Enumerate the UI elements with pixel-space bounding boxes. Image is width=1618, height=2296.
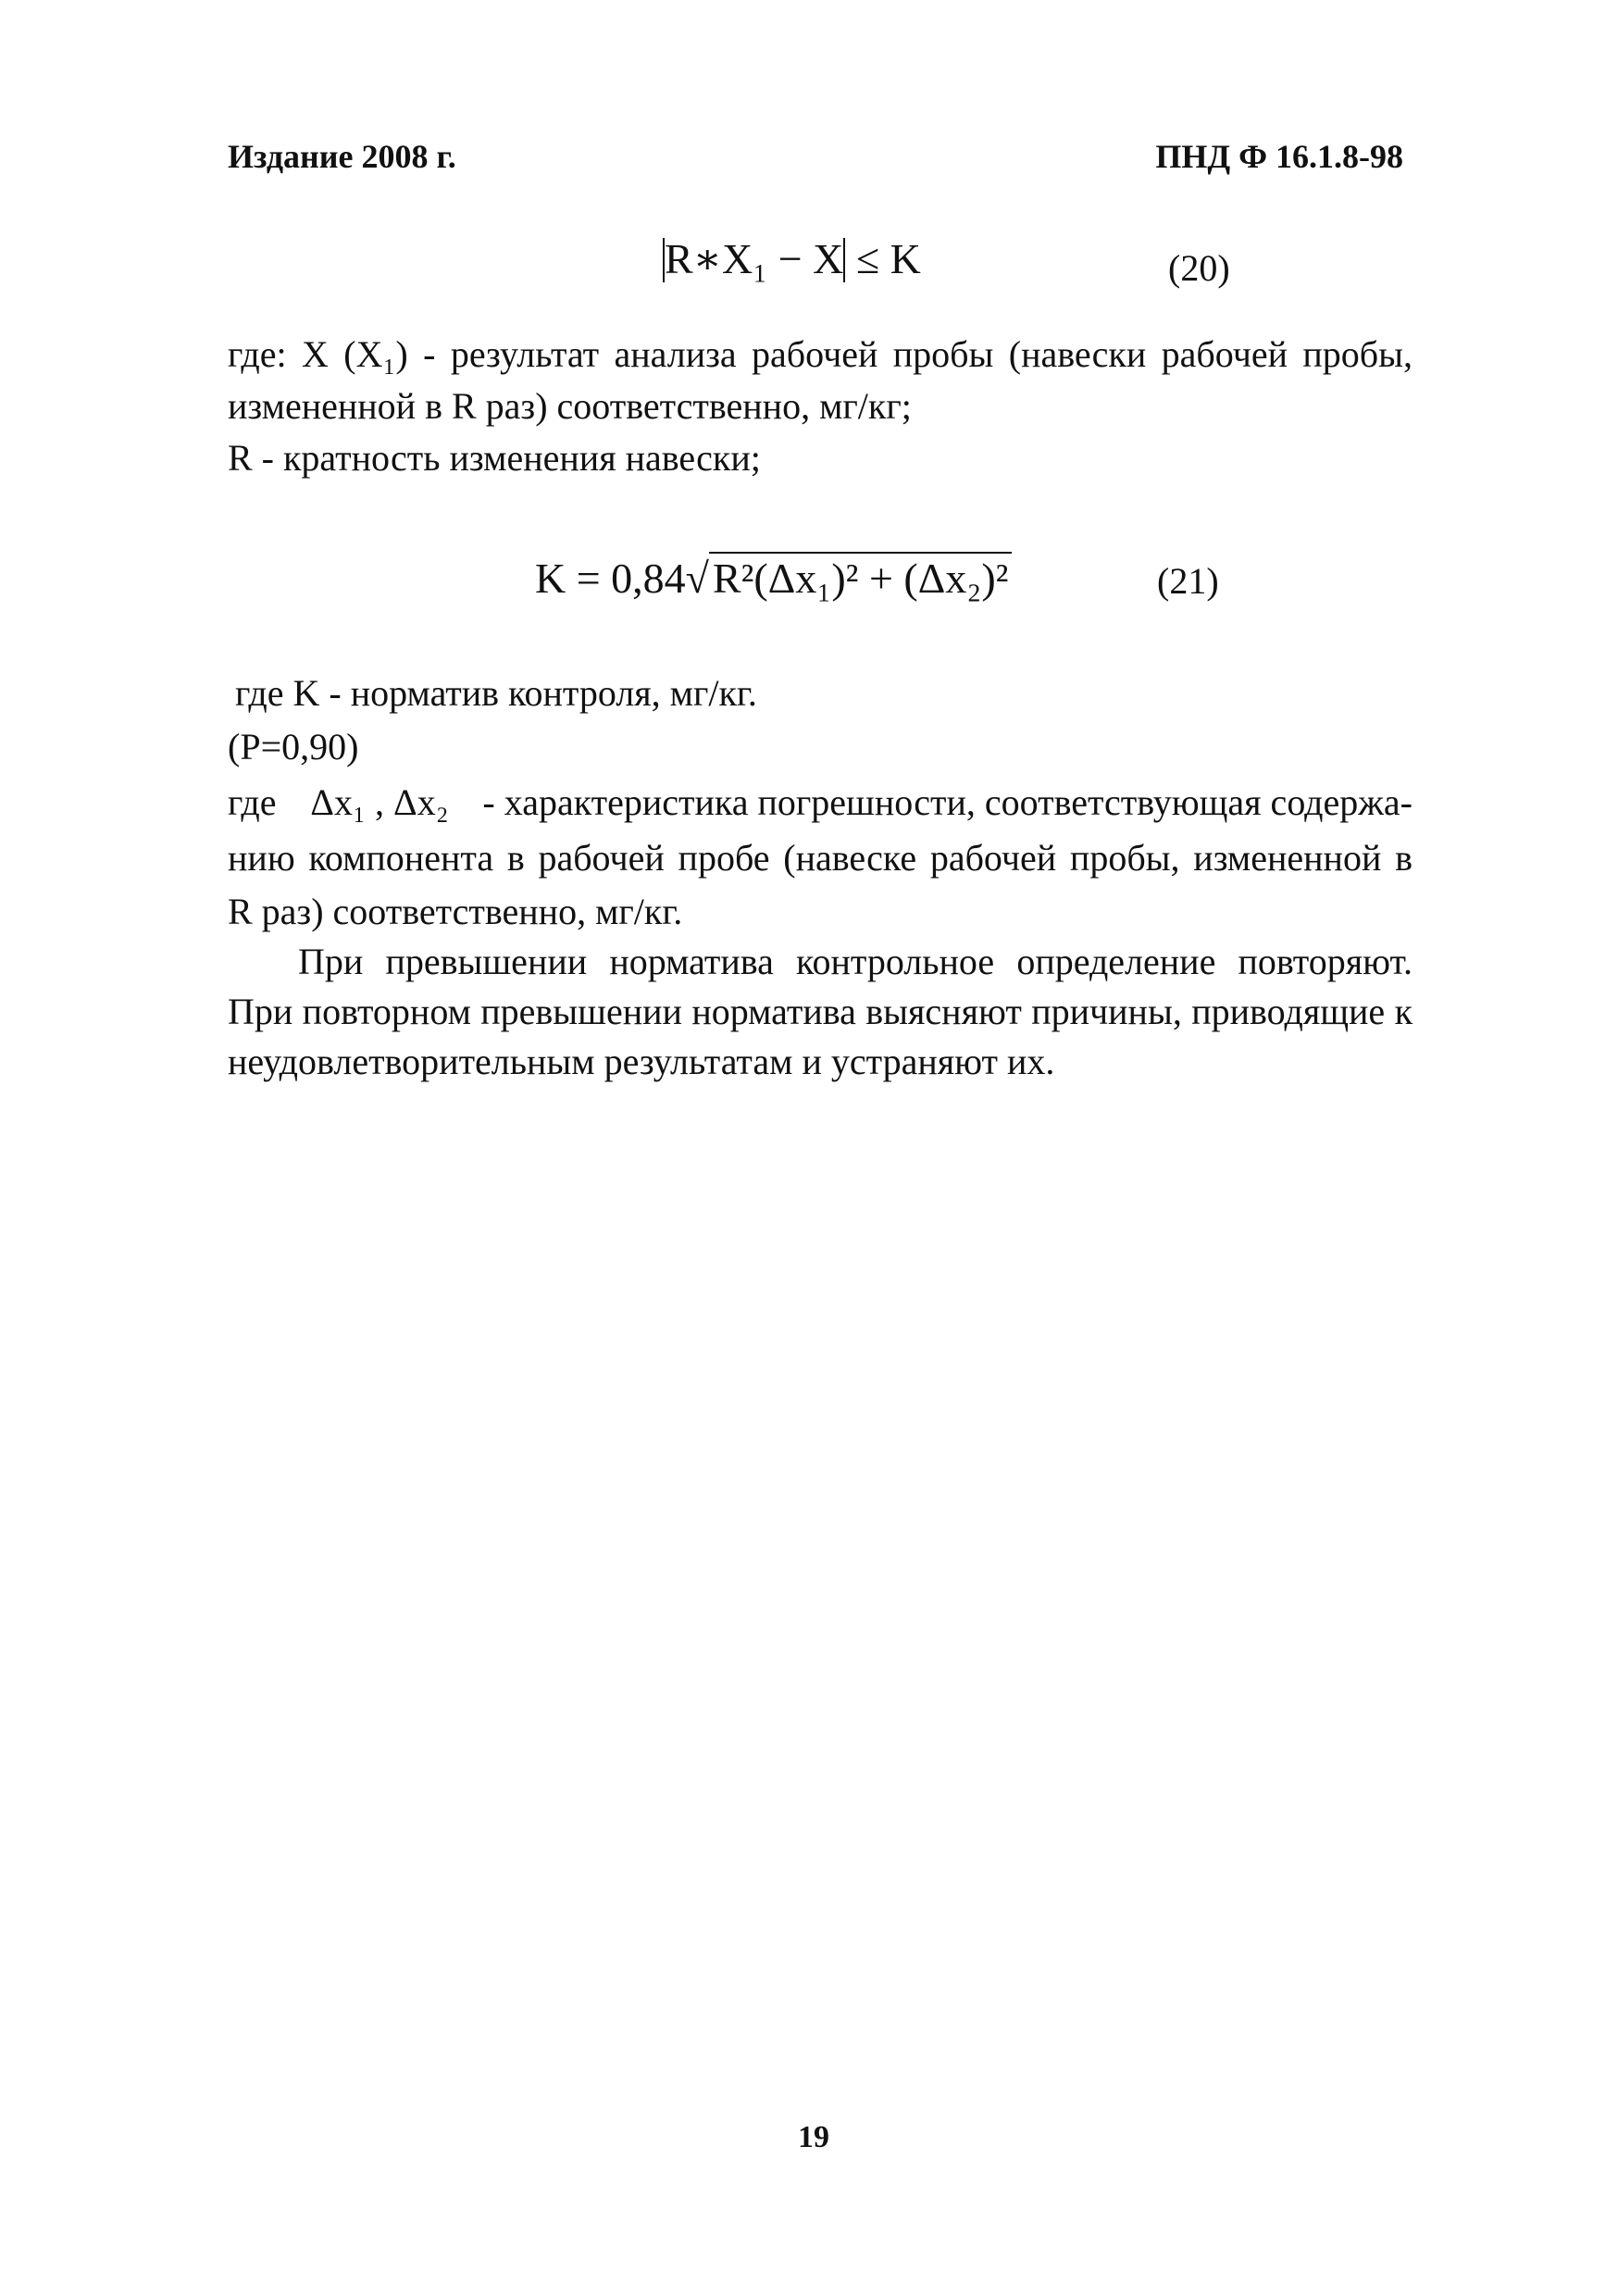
abs-bar-right [843, 238, 845, 282]
para2-line3-lead: где [228, 781, 277, 823]
sqrt-sign: √ [685, 555, 709, 602]
page-number: 19 [798, 2120, 829, 2154]
para3-line1: При превышении норматива контрольное определение повторяют. [298, 941, 1413, 982]
para1-line1: где: X (X₁) - результат анализа рабочей пробы (навески рабочей пробы, [228, 333, 1413, 375]
standard-code: ПНД Ф 16.1.8-98 [1155, 138, 1403, 175]
formula-20 [663, 233, 921, 283]
formula-21-number: (21) [1157, 560, 1219, 602]
edition-label: Издание 2008 г. [228, 138, 456, 175]
para2-line3-rest: - характеристика погрешности, соответствующая содержа- [482, 781, 1413, 823]
para2-line3 [228, 778, 1413, 828]
formula-21-lhs: K = 0,84 [535, 555, 686, 602]
para2-line1: где K - норматив контроля, мг/кг. [235, 672, 757, 714]
para1-line2: измененной в R раз) соответственно, мг/кг; [228, 385, 912, 427]
para2-line5: R раз) соответственно, мг/кг. [228, 891, 683, 932]
para3-line2: При повторном превышении норматива выясняют причины, приводящие к [228, 991, 1413, 1032]
para2-line2: (P=0,90) [228, 726, 359, 767]
para1-line3: R - кратность изменения навески; [228, 437, 761, 479]
para2-line4: нию компонента в рабочей пробе (навеске рабочей пробы, измененной в [228, 837, 1413, 879]
para3-line3: неудовлетворительным результатам и устраняют их. [228, 1041, 1055, 1082]
formula-20-rel: ≤ K [855, 235, 921, 282]
formula-21-radicand: R²(Δx₁)² + (Δx₂)² [709, 552, 1013, 603]
formula-20-lhs: R∗X₁ − X [665, 235, 844, 282]
formula-20-number: (20) [1168, 247, 1230, 289]
para2-line3-symbols: Δx₁ , Δx₂ [310, 781, 449, 823]
formula-21 [535, 552, 1012, 603]
